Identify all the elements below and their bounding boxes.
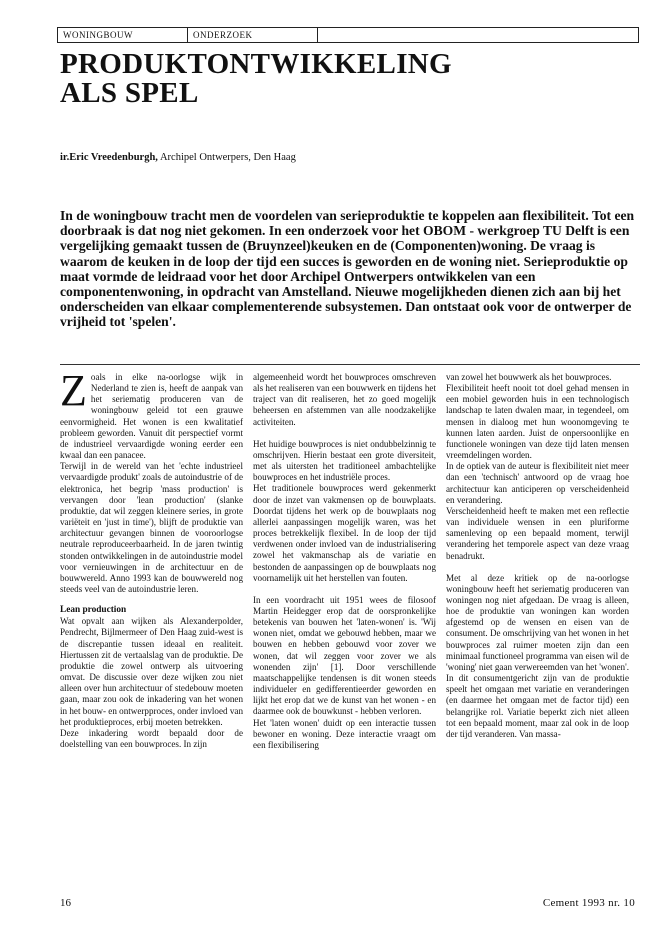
header-spacer bbox=[318, 28, 638, 42]
article-title bbox=[60, 50, 620, 108]
category-label: ONDERZOEK bbox=[188, 28, 318, 42]
col1-paragraph-2: Terwijl in de wereld van het 'echte industrieel vervaardigde produkt' zoals de autoindustrie of de elektronica, het begrip 'mass production' is vervangen door 'lean production' (slanke produktie, dat wil zeggen kleinere series, in grote variëteit en 'just in time'), blijft de produktie van architectuur gevangen binnen de vooroorlogse neutrale reproduceerbaarheid. In de jaren twintig stonden ontwikkelingen in de autoindustrie model voor vernieuwingen in de architectuur en de bouwwereld. Anno 1993 kan de bouwwereld nog steeds veel van de autoindustrie leren. bbox=[60, 461, 243, 594]
col2-paragraph-5: Het 'laten wonen' duidt op een interactie tussen bewoner en woning. Deze interactie vraagt om een flexibilisering bbox=[253, 717, 436, 750]
col1-paragraph-3: Wat opvalt aan wijken als Alexanderpolder, Pendrecht, Bijlmermeer of Den Haag zuid-west is de discrepantie tussen ideaal en realiteit. Hiertussen zit de vertaalslag van de produktie. De produktie die zowel ontwerp als uitvoering omvat. De discussie over deze wijken zou niet alleen over hun architectuur of stedebouw moeten gaan, maar zou ook de inkadering van het wonen in het bouw- en ontwerpproces, onder invloed van het produktieproces, erbij moeten betrekken. bbox=[60, 616, 243, 727]
col3-paragraph-3: In de optiek van de auteur is flexibiliteit niet meer dan een 'technisch' antwoord op de vraag hoe architectuur kan anticiperen op verscheidenheid en verandering. bbox=[446, 461, 629, 505]
section-label: WONINGBOUW bbox=[58, 28, 188, 42]
text-column-2 bbox=[253, 372, 436, 751]
byline bbox=[60, 152, 296, 163]
section-header-bar bbox=[57, 27, 639, 43]
text-column-1 bbox=[60, 366, 243, 750]
intro-paragraph: In de woningbouw tracht men de voordelen van serieproduktie te koppelen aan flexibiliteit. Tot een doorbraak is dat nog niet gekomen. In een onderzoek voor het OBOM - werkgroep TU Delft is een vergelijking gemaakt tussen de (Bruynzeel)keuken en de (Componenten)woning. De vraag is waarom de keuken in de loop der tijd een succes is geworden en de woning niet. Serieproduktie op maat vormde de leidraad voor het door Archipel Ontwerpers ontwikkelen van een componentenwoning, in opdracht van Amstelland. Nieuwe mogelijkheden dienen zich aan bij het onderscheiden van elkaar complementerende subsystemen. Dan ontstaat ook voor de ontwerper de vrijheid tot 'spelen'. bbox=[60, 208, 635, 330]
author-affiliation: Archipel Ontwerpers, Den Haag bbox=[159, 152, 296, 163]
col2-paragraph-2: Het huidige bouwproces is niet ondubbelzinnig te omschrijven. Hierin bestaat een grote diversiteit, met als uitersten het traditioneel ambachtelijke bouwproces en het industriële proces. bbox=[253, 438, 436, 483]
col2-paragraph-3: Het traditionele bouwproces werd gekenmerkt door de inzet van vakmensen op de bouwplaats. Doordat tijdens het werk op de bouwplaats nog allerlei aanpassingen mogelijk waren, was het proces betrekkelijk flexibel. In de loop der tijd verdwenen onder invloed van de industrialisering zowel het vakmanschap als de variatie en bestonden de aanpassingen op de bouwplaats nog voornamelijk uit het herstellen van fouten. bbox=[253, 483, 436, 583]
col1-paragraph-4: Deze inkadering wordt bepaald door de doelstelling van een bouwproces. In zijn bbox=[60, 727, 243, 749]
title-line-1: PRODUKTONTWIKKELING bbox=[60, 48, 452, 80]
col3-paragraph-2: Flexibiliteit heeft nooit tot doel gehad mensen in een mobiel geworden huis in een technologisch landschap te laten dwalen maar, in tegendeel, om mensen in dialoog met hun woonomgeving te kunnen laten aarden. Juist de onpersoonlijke en functionele woningen van deze tijd laten mensen vreemdelingen worden. bbox=[446, 383, 629, 461]
page-number: 16 bbox=[60, 897, 71, 909]
author-name: ir.Eric Vreedenburgh, bbox=[60, 152, 158, 163]
text-column-3 bbox=[446, 372, 629, 740]
col3-paragraph-4: Verscheidenheid heeft te maken met een reflectie van individuele wensen in een pluriforme samenleving op een bepaald moment, terwijl verandering het temporele aspect van deze vraag benadrukt. bbox=[446, 505, 629, 561]
publication-info: Cement 1993 nr. 10 bbox=[542, 897, 635, 909]
col3-paragraph-1: van zowel het bouwwerk als het bouwproces. bbox=[446, 372, 612, 382]
intro-divider bbox=[60, 364, 640, 365]
col2-paragraph-4: In een voordracht uit 1951 wees de filosoof Martin Heidegger erop dat de oorspronkelijke betekenis van bouwen het 'laten-wonen' is. 'Wij wonen niet, omdat we gebouwd hebben, maar we bouwen en hebben gebouwd voor zover we wonen, dat wil zeggen voor zover we als wonenden zijn' [1]. Door verschillende maatschappelijke tendensen is dit wonen steeds individueler en gedifferentieerder geworden en lijkt het erop dat we de kunst van het wonen - en daarmee ook de bouwkunst - hebben verloren. bbox=[253, 594, 436, 717]
drop-cap: Z bbox=[60, 366, 87, 415]
col3-paragraph-5: Met al deze kritiek op de na-oorlogse woningbouw heeft het seriematig produceren van woningen nog niet afgedaan. De vraag is alleen, hoe de produktie van woningen kan worden afgestemd op de wensen en eisen van de consument. De omschrijving van het wonen in het bouwproces zal ruimer moeten zijn dan een minimaal functioneel programma van eisen wil de 'woning' niet gaan verwereemden van het 'wonen'. In dit consumentgericht zijn van de produktie speelt het omgaan met variatie en veranderingen (en daarmee het omgaan met de factor tijd) een belangrijke rol. Variatie beperkt zich niet alleen tot een bepaald moment, maar zal ook in de loop der tijd veranderen. Van massa- bbox=[446, 572, 629, 739]
col2-paragraph-1: algemeenheid wordt het bouwproces omschreven als het realiseren van een bouwwerk en tijdens het traject van dit realiseren, het zo goed mogelijk beheersen en afstemmen van alle noodzakelijke activiteiten. bbox=[253, 372, 436, 427]
col1-paragraph-1: oals in elke na-oorlogse wijk in Nederland te zien is, heeft de aanpak van het seriematig produceren van de woningbouw geleid tot een grauwe eenvormigheid. Het wonen is een kwalitatief probleem geworden. Vanuit dit perspectief vormt de industrieel vervaardigde woning eerder een kwaal dan een panacee. bbox=[60, 372, 243, 461]
title-line-2: ALS SPEL bbox=[60, 77, 199, 109]
subheading-lean-production: Lean production bbox=[60, 605, 127, 616]
